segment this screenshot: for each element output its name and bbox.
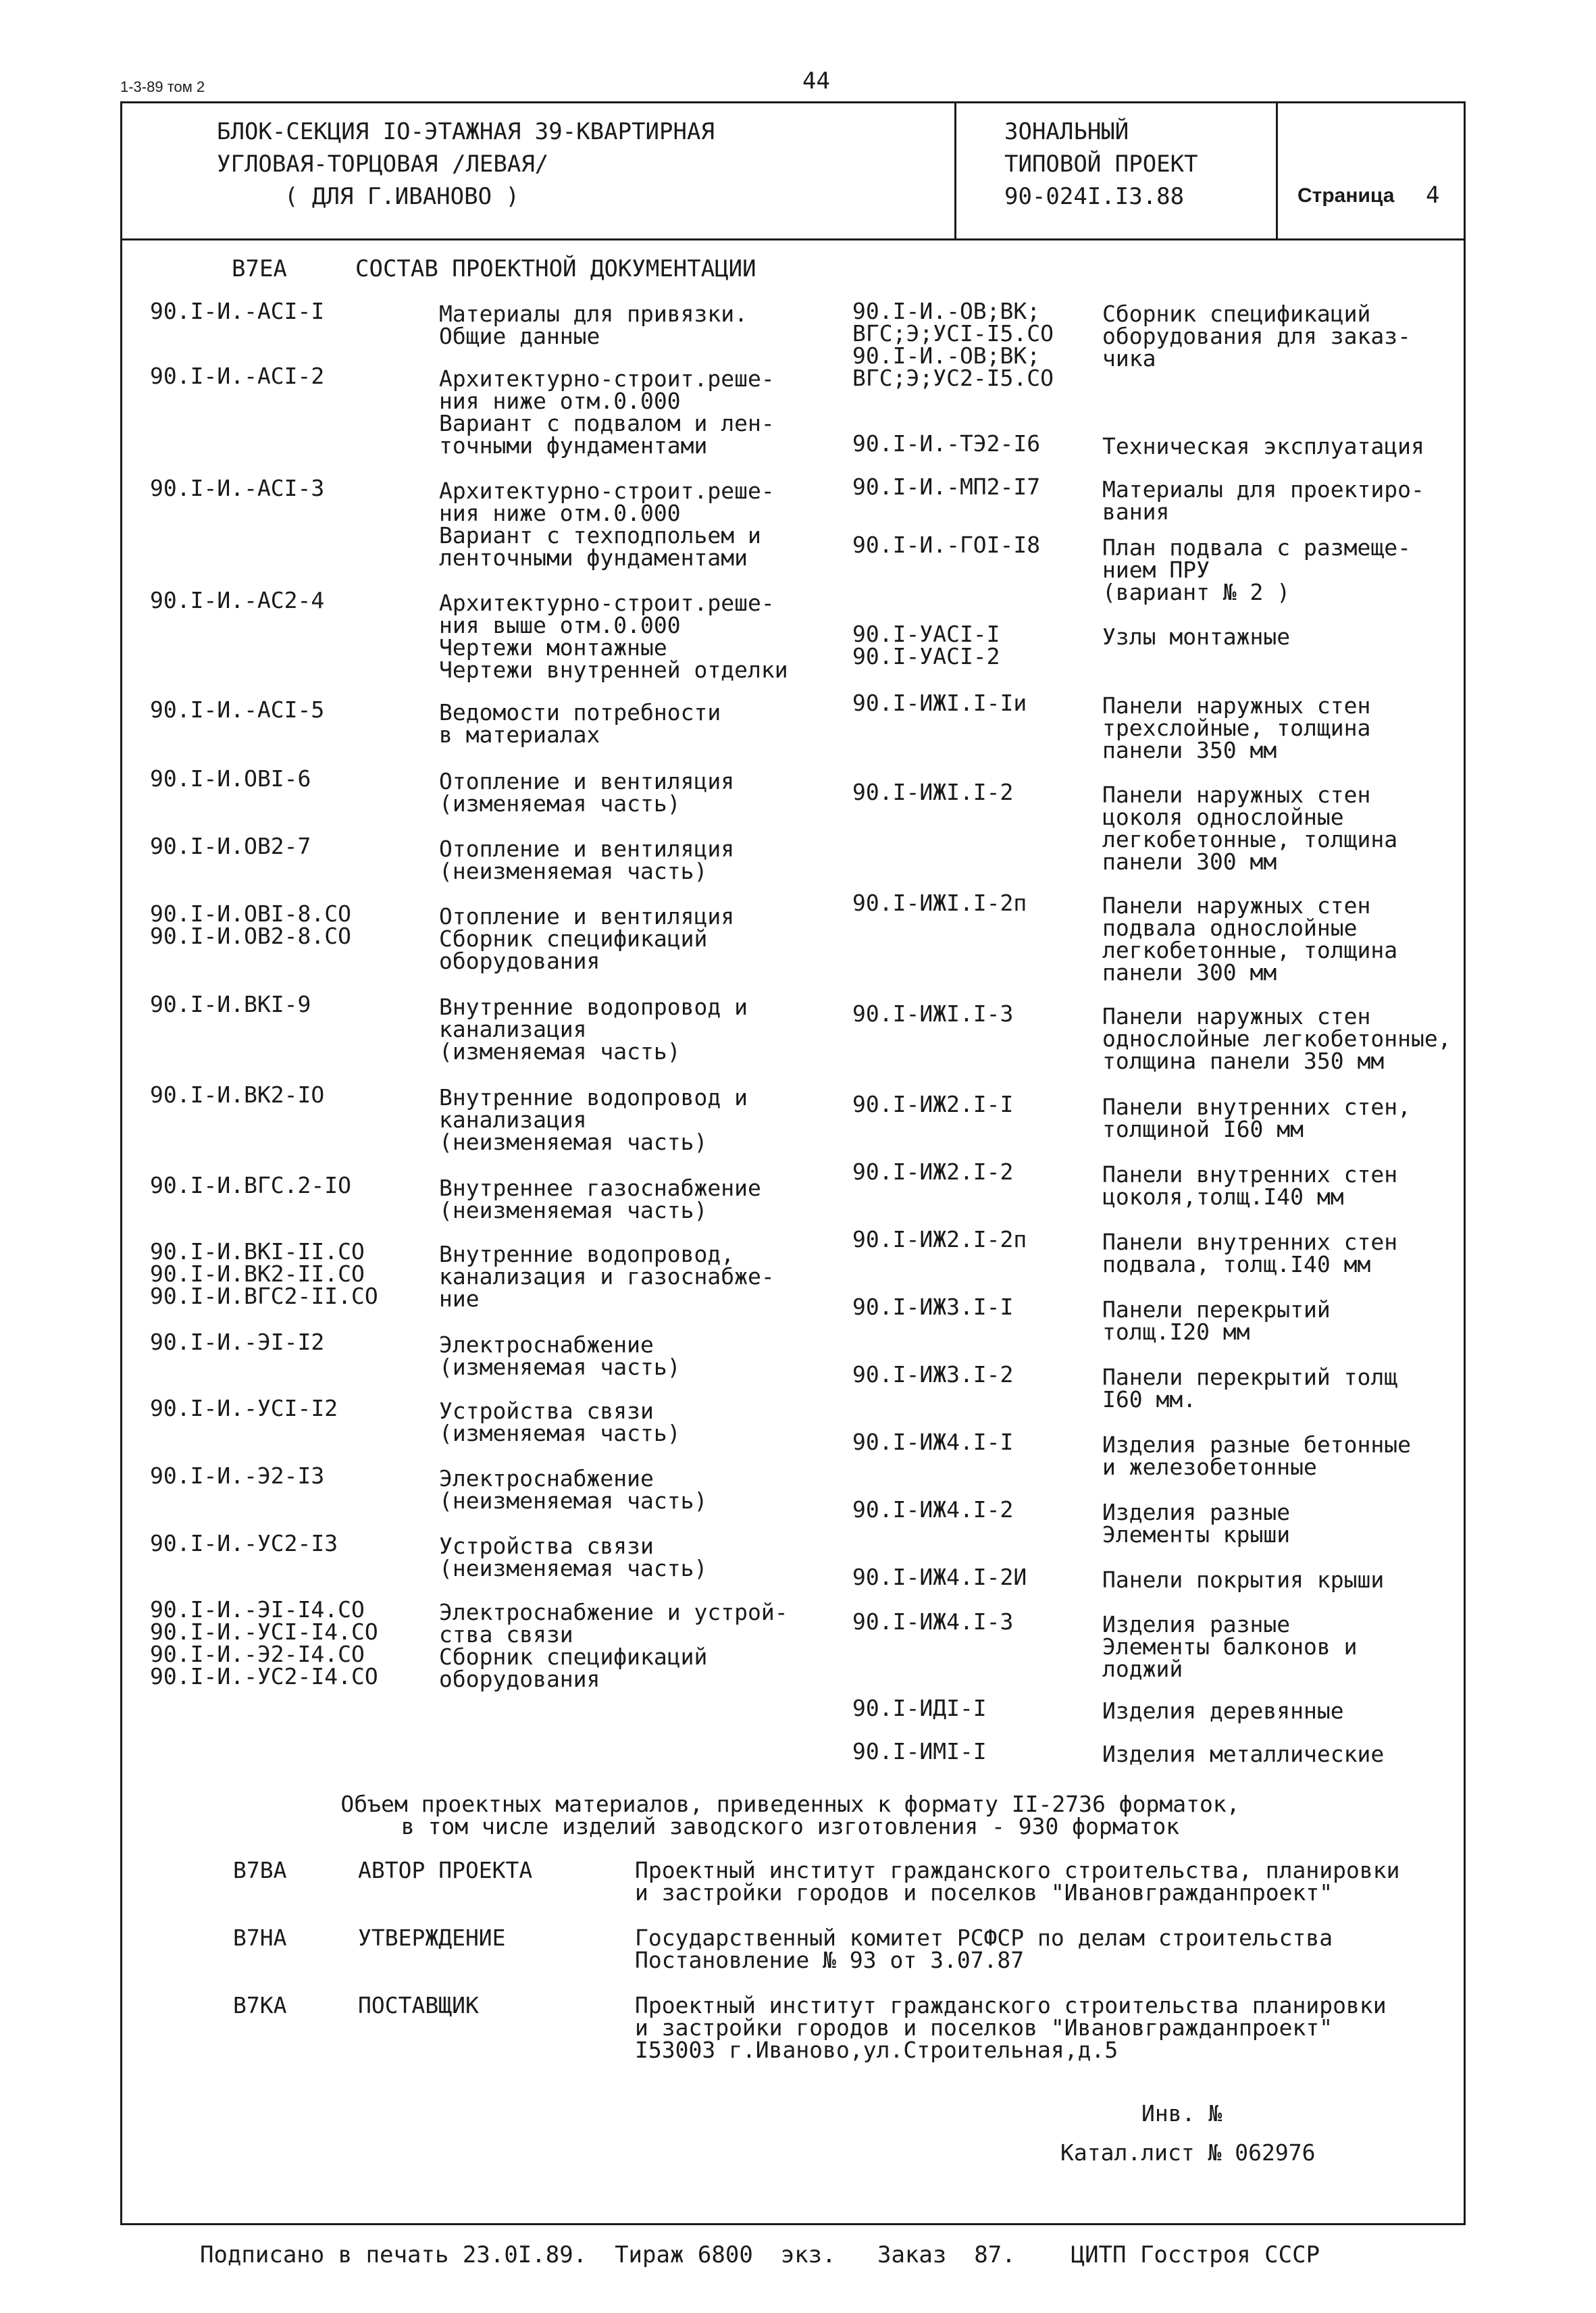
right-document-description: Панели внутренних стен цоколя,толщ.I40 мм <box>1102 1161 1398 1210</box>
page-number: 44 <box>802 68 830 95</box>
left-document-code: 90.I-И.ВКI-II.СО 90.I-И.ВК2-II.СО 90.I-И.ВГС2-II.СО <box>150 1238 378 1309</box>
left-document-code: 90.I-И.ОВI-8.СО 90.I-И.ОВ2-8.СО <box>150 900 352 949</box>
author-label: АВТОР ПРОЕКТА <box>358 1857 533 1883</box>
left-document-code: 90.I-И.-АСI-2 <box>150 363 325 389</box>
right-document-code: 90.I-ИЖI.I-Iи <box>852 690 1027 716</box>
left-document-description: Устройства связи (изменяемая часть) <box>439 1398 681 1446</box>
left-document-description: Отопление и вентиляция (неизменяемая часть) <box>439 836 735 884</box>
right-document-description: Техническая эксплуатация <box>1102 433 1424 459</box>
title-line: УГЛОВАЯ-ТОРЦОВАЯ /ЛЕВАЯ/ <box>217 151 549 178</box>
left-document-description: Внутреннее газоснабжение (неизменяемая часть) <box>439 1175 761 1223</box>
title-block <box>120 101 1466 240</box>
right-document-description: Изделия деревянные <box>1102 1698 1344 1724</box>
right-document-code: 90.I-ИЖ4.I-I <box>852 1429 1014 1455</box>
approval-code: B7HA <box>233 1925 287 1951</box>
right-document-code: 90.I-ИДI-I <box>852 1695 987 1721</box>
left-document-code: 90.I-И.-АСI-5 <box>150 696 325 723</box>
left-document-code: 90.I-И.ВКI-9 <box>150 991 311 1017</box>
left-document-description: Архитектурно-строит.реше- ния ниже отм.0.000 Вариант с техподпольем и ленточными фундаментами <box>439 478 775 571</box>
right-document-description: Панели наружных стен трехслойные, толщина панели 350 мм <box>1102 692 1371 763</box>
approval-text: Государственный комитет РСФСР по делам строительства Постановление № 93 от 3.07.87 <box>635 1925 1333 1973</box>
title-lines <box>217 116 715 213</box>
right-document-code: 90.I-И.-ГОI-I8 <box>852 532 1041 558</box>
right-document-code: 90.I-ИЖ2.I-2 <box>852 1159 1014 1185</box>
volume-note: Объем проектных материалов, приведенных к формату II-2736 форматок, в том числе изделий заводского изготовления - 930 форматок <box>340 1791 1240 1839</box>
project-number: 90-024I.I3.88 <box>1004 183 1185 210</box>
title-line: БЛОК-СЕКЦИЯ IO-ЭТАЖНАЯ 39-КВАРТИРНАЯ <box>217 118 715 145</box>
right-document-description: Панели перекрытий толщ.I20 мм <box>1102 1296 1331 1345</box>
right-document-code: 90.I-ИЖ4.I-3 <box>852 1608 1014 1635</box>
right-document-description: Панели перекрытий толщ I60 мм. <box>1102 1364 1398 1413</box>
left-document-description: Устройства связи (неизменяемая часть) <box>439 1533 708 1581</box>
right-document-code: 90.I-ИЖ3.I-I <box>852 1294 1014 1320</box>
right-document-description: План подвала с размеще- нием ПРУ (вариант № 2 ) <box>1102 534 1411 605</box>
left-document-code: 90.I-И.-АС2-4 <box>150 587 325 613</box>
left-document-description: Архитектурно-строит.реше- ния ниже отм.0.000 Вариант с подвалом и лен- точными фундаментами <box>439 365 775 459</box>
left-document-description: Электроснабжение и устрой- ства связи Сборник спецификаций оборудования <box>439 1599 788 1692</box>
section-code: B7EA <box>232 255 287 282</box>
approval-label: УТВЕРЖДЕНИЕ <box>358 1925 506 1951</box>
left-document-description: Электроснабжение (изменяемая часть) <box>439 1331 681 1380</box>
right-document-code: 90.I-ИЖI.I-2п <box>852 890 1027 916</box>
right-document-code: 90.I-И.-МП2-I7 <box>852 474 1041 500</box>
right-document-description: Сборник спецификаций оборудования для заказ- чика <box>1102 301 1411 372</box>
right-document-code: 90.I-ИЖI.I-3 <box>852 1000 1014 1027</box>
left-document-code: 90.I-И.-УСI-I2 <box>150 1395 338 1421</box>
right-document-code: 90.I-ИЖ4.I-2 <box>852 1496 1014 1523</box>
right-document-description: Панели покрытия крыши <box>1102 1567 1385 1593</box>
right-document-code: 90.I-ИЖ2.I-I <box>852 1091 1014 1117</box>
left-document-code: 90.I-И.-ЭI-I4.СО 90.I-И.-УСI-I4.СО 90.I-И.-Э2-I4.СО 90.I-И.-УС2-I4.СО <box>150 1596 378 1689</box>
page-label: Страница <box>1297 184 1395 207</box>
right-document-code: 90.I-И.-ТЭ2-I6 <box>852 430 1041 457</box>
page-value: 4 <box>1426 182 1440 209</box>
right-document-description: Панели наружных стен подвала однослойные легкобетонные, толщина панели 300 мм <box>1102 892 1398 986</box>
left-document-description: Материалы для привязки. Общие данные <box>439 301 748 349</box>
right-document-code: 90.I-И.-ОВ;ВК; ВГС;Э;УСI-I5.СО 90.I-И.-ОВ;ВК; ВГС;Э;УС2-I5.СО <box>852 298 1054 391</box>
project-lines <box>1004 116 1198 213</box>
left-document-code: 90.I-И.ВК2-IO <box>150 1082 325 1108</box>
right-document-description: Панели наружных стен цоколя однослойные легкобетонные, толщина панели 300 мм <box>1102 782 1398 875</box>
project-line: ТИПОВОЙ ПРОЕКТ <box>1004 151 1198 178</box>
right-document-description: Изделия металлические <box>1102 1741 1385 1767</box>
left-document-code: 90.I-И.ОВ2-7 <box>150 833 311 859</box>
author-code: B7BA <box>233 1857 287 1883</box>
left-document-description: Внутренние водопровод и канализация (изменяемая часть) <box>439 994 748 1065</box>
right-document-code: 90.I-УАСI-I 90.I-УАСI-2 <box>852 621 1000 669</box>
left-document-description: Ведомости потребности в материалах <box>439 699 721 748</box>
project-line: ЗОНАЛЬНЫЙ <box>1004 118 1129 145</box>
right-document-code: 90.I-ИЖI.I-2 <box>852 779 1014 805</box>
left-document-description: Отопление и вентиляция Сборник спецификаций оборудования <box>439 903 735 974</box>
right-document-description: Материалы для проектиро- вания <box>1102 476 1424 525</box>
author-text: Проектный институт гражданского строительства, планировки и застройки городов и поселков "Ивановгражданпроект" <box>635 1857 1400 1906</box>
left-document-description: Внутренние водопровод, канализация и газоснабже- ние <box>439 1241 775 1312</box>
right-document-description: Изделия разные бетонные и железобетонные <box>1102 1431 1411 1480</box>
document-series-label: 1-3-89 том 2 <box>120 78 205 95</box>
left-document-code: 90.I-И.-Э2-I3 <box>150 1463 325 1489</box>
left-document-code: 90.I-И.-АСI-3 <box>150 475 325 501</box>
left-document-code: 90.I-И.-ЭI-I2 <box>150 1329 325 1355</box>
title-line: ( ДЛЯ Г.ИВАНОВО ) <box>284 183 519 210</box>
inventory-label: Инв. № <box>1141 2100 1222 2127</box>
supplier-text: Проектный институт гражданского строительства планировки и застройки городов и поселков "Ивановгражданпроект" I53003 г.Иваново,ул.Строительная,д.5 <box>635 1992 1387 2063</box>
section-title: СОСТАВ ПРОЕКТНОЙ ДОКУМЕНТАЦИИ <box>355 255 756 282</box>
supplier-label: ПОСТАВЩИК <box>358 1992 479 2018</box>
catalog-sheet-label: Катал.лист № 062976 <box>1060 2139 1316 2166</box>
right-document-code: 90.I-ИЖ3.I-2 <box>852 1361 1014 1388</box>
left-document-code: 90.I-И.-АСI-I <box>150 298 325 324</box>
left-document-description: Архитектурно-строит.реше- ния выше отм.0.000 Чертежи монтажные Чертежи внутренней отделки <box>439 590 788 683</box>
right-document-description: Узлы монтажные <box>1102 624 1291 650</box>
left-document-description: Электроснабжение (неизменяемая часть) <box>439 1465 708 1514</box>
right-document-code: 90.I-ИЖ4.I-2И <box>852 1564 1027 1590</box>
left-document-description: Внутренние водопровод и канализация (неизменяемая часть) <box>439 1084 748 1155</box>
left-document-code: 90.I-И.-УС2-I3 <box>150 1530 338 1556</box>
print-footer: Подписано в печать 23.0I.89. Тираж 6800 экз. Заказ 87. ЦИТП Госстроя СССР <box>200 2241 1320 2268</box>
left-document-code: 90.I-И.ВГС.2-IO <box>150 1172 352 1198</box>
supplier-code: B7KA <box>233 1992 287 2018</box>
right-document-description: Изделия разные Элементы крыши <box>1102 1499 1291 1548</box>
right-document-description: Панели внутренних стен подвала, толщ.I40 мм <box>1102 1229 1398 1277</box>
right-document-description: Изделия разные Элементы балконов и лоджий <box>1102 1611 1358 1682</box>
right-document-code: 90.I-ИЖ2.I-2п <box>852 1226 1027 1252</box>
left-document-code: 90.I-И.ОВI-6 <box>150 765 311 792</box>
right-document-description: Панели внутренних стен, толщиной I60 мм <box>1102 1094 1411 1142</box>
right-document-code: 90.I-ИМI-I <box>852 1738 987 1764</box>
right-document-description: Панели наружных стен однослойные легкобетонные, толщина панели 350 мм <box>1102 1003 1451 1074</box>
left-document-description: Отопление и вентиляция (изменяемая часть) <box>439 768 735 817</box>
